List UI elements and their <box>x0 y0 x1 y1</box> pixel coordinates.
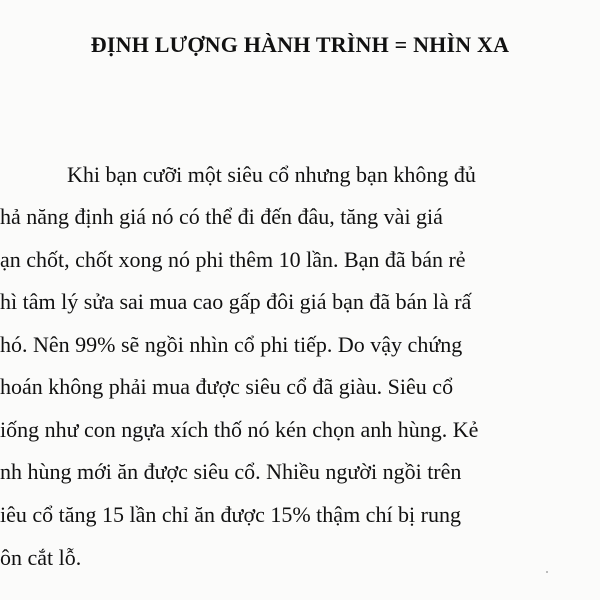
text-line: ôn cắt lỗ. <box>0 545 82 570</box>
text-line: hoán không phải mua được siêu cổ đã giàu. Siêu cổ <box>0 374 454 399</box>
text-line: hó. Nên 99% sẽ ngồi nhìn cổ phi tiếp. Do vậy chứng <box>0 332 463 357</box>
scan-speck <box>546 571 548 573</box>
text-line: hả năng định giá nó có thể đi đến đâu, tăng vài giá <box>0 204 443 229</box>
text-line: Khi bạn cưỡi một siêu cổ nhưng bạn không đủ <box>67 162 476 187</box>
document-title: ĐỊNH LƯỢNG HÀNH TRÌNH = NHÌN XA <box>90 32 510 57</box>
text-line: iống như con ngựa xích thố nó kén chọn anh hùng. Kẻ <box>0 417 479 442</box>
text-line: nh hùng mới ăn được siêu cổ. Nhiều người ngồi trên <box>0 459 462 484</box>
text-line: iêu cổ tăng 15 lần chỉ ăn được 15% thậm chí bị rung <box>0 502 461 527</box>
text-line: ạn chốt, chốt xong nó phi thêm 10 lần. Bạn đã bán rẻ <box>0 247 466 272</box>
text-line: hì tâm lý sửa sai mua cao gấp đôi giá bạn đã bán là rấ <box>0 289 472 314</box>
